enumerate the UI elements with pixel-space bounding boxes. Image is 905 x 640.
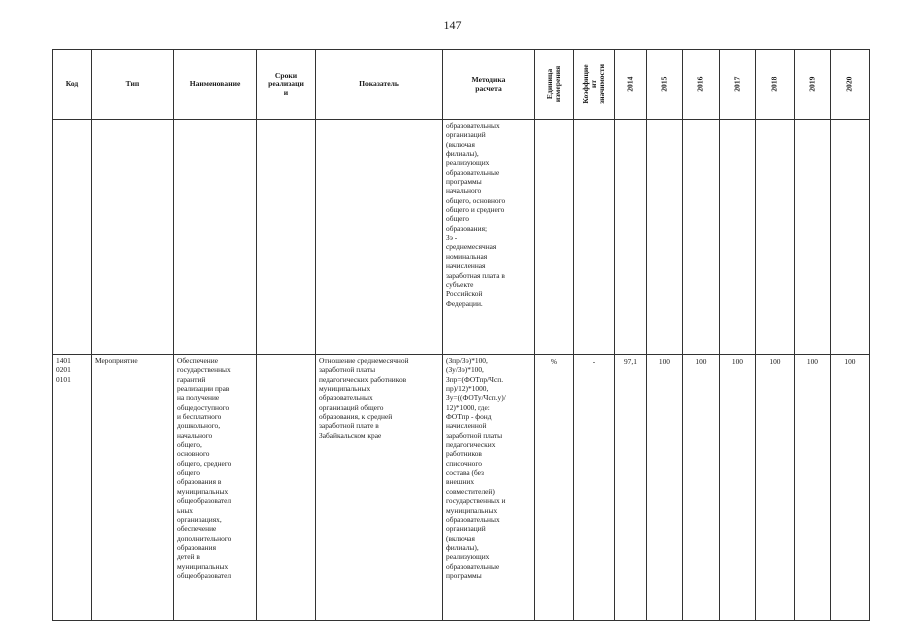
cell-value-2020 (830, 355, 869, 621)
header-koeff-text: Коэффицие нт значимости (581, 64, 606, 105)
metodika-text: (Зпр/Зэ)*100, (Зу/Зэ)*100, Зпр=(ФОТпр/Чсп. пр)/12)*1000, Зу=((ФОТу/Чсп.у)/ 12)*1000, где: ФОТпр - фонд начисленной заработной платы педагогических работников списочного состава (без внешних совместителей) государственных и муниципальных образовательных организаций (включая филиалы), реализующих образовательные программы (446, 356, 506, 580)
cell-empty (719, 120, 755, 355)
cell-naimenovanie (174, 355, 257, 621)
edinica-text: % (550, 357, 558, 366)
header-year-text: 2014 (625, 76, 635, 93)
header-kod: Код (53, 50, 92, 120)
cell-koeff (574, 355, 615, 621)
header-year-text: 2015 (659, 76, 669, 93)
value-text: 100 (769, 357, 781, 366)
cell-empty (316, 120, 443, 355)
header-year-2016 (682, 50, 719, 120)
cell-empty (794, 120, 830, 355)
header-year-text: 2017 (732, 76, 742, 93)
header-naimenovanie: Наименование (174, 50, 257, 120)
header-edinica (535, 50, 574, 120)
header-year-text: 2018 (769, 76, 779, 93)
header-sroki: Сроки реализаци и (257, 50, 316, 120)
cell-value-2014 (614, 355, 646, 621)
cell-metodika (443, 355, 535, 621)
cell-empty (830, 120, 869, 355)
cell-metodika (443, 120, 535, 355)
cell-empty (535, 120, 574, 355)
cell-value-2016 (682, 355, 719, 621)
metodika-text: образовательных организаций (включая филиалы), реализующих образовательные программы начального общего, основного общего и среднего общего образования; Зэ - среднемесячная номинальная начисленная заработная плата в субъекте Российской Федерации. (446, 121, 506, 308)
header-year-2014 (614, 50, 646, 120)
header-metodika: Методика расчета (443, 50, 535, 120)
kod-text: 1401 0201 0101 (56, 356, 71, 384)
tip-text: Мероприятие (95, 356, 138, 365)
cell-empty (682, 120, 719, 355)
header-tip: Тип (92, 50, 174, 120)
cell-empty (574, 120, 615, 355)
page-number: 147 (443, 18, 462, 32)
cell-pokazatel (316, 355, 443, 621)
header-koeff (574, 50, 615, 120)
cell-empty (614, 120, 646, 355)
header-edinica-text: Единица измерения (545, 66, 562, 103)
header-year-text: 2016 (695, 76, 705, 93)
cell-empty (755, 120, 794, 355)
pokazatel-text: Отношение среднемесячной заработной платы педагогических работников муниципальных образовательных организаций общего образования, к средней заработной плате в Забайкальском крае (319, 356, 409, 440)
header-pokazatel: Показатель (316, 50, 443, 120)
cell-value-2015 (646, 355, 682, 621)
cell-empty (257, 355, 316, 621)
cell-value-2017 (719, 355, 755, 621)
header-year-2018 (755, 50, 794, 120)
cell-empty (646, 120, 682, 355)
naimenovanie-text: Обеспечение государственных гарантий реализации прав на получение общедоступного и бесплатного дошкольного, начального общего, основного общего, среднего общего образования в муниципальных общеобразовател ьных организациях, обеспечение дополнительного образования детей в муниципальных общеобразовател (177, 356, 232, 580)
header-year-2020 (830, 50, 869, 120)
value-text: 100 (806, 357, 818, 366)
cell-tip (92, 355, 174, 621)
koeff-text: - (592, 357, 596, 366)
cell-kod (53, 355, 92, 621)
header-year-text: 2020 (844, 76, 854, 93)
value-text: 97,1 (623, 357, 637, 366)
cell-empty (92, 120, 174, 355)
cell-empty (257, 120, 316, 355)
table-row (53, 120, 870, 355)
header-year-2015 (646, 50, 682, 120)
header-row (53, 50, 870, 120)
header-year-text: 2019 (807, 76, 817, 93)
header-year-2017 (719, 50, 755, 120)
value-text: 100 (695, 357, 707, 366)
table-row (53, 355, 870, 621)
cell-empty (53, 120, 92, 355)
header-year-2019 (794, 50, 830, 120)
cell-edinica (535, 355, 574, 621)
indicators-table (52, 49, 870, 621)
value-text: 100 (844, 357, 856, 366)
cell-value-2019 (794, 355, 830, 621)
value-text: 100 (658, 357, 670, 366)
cell-empty (174, 120, 257, 355)
value-text: 100 (731, 357, 743, 366)
cell-value-2018 (755, 355, 794, 621)
